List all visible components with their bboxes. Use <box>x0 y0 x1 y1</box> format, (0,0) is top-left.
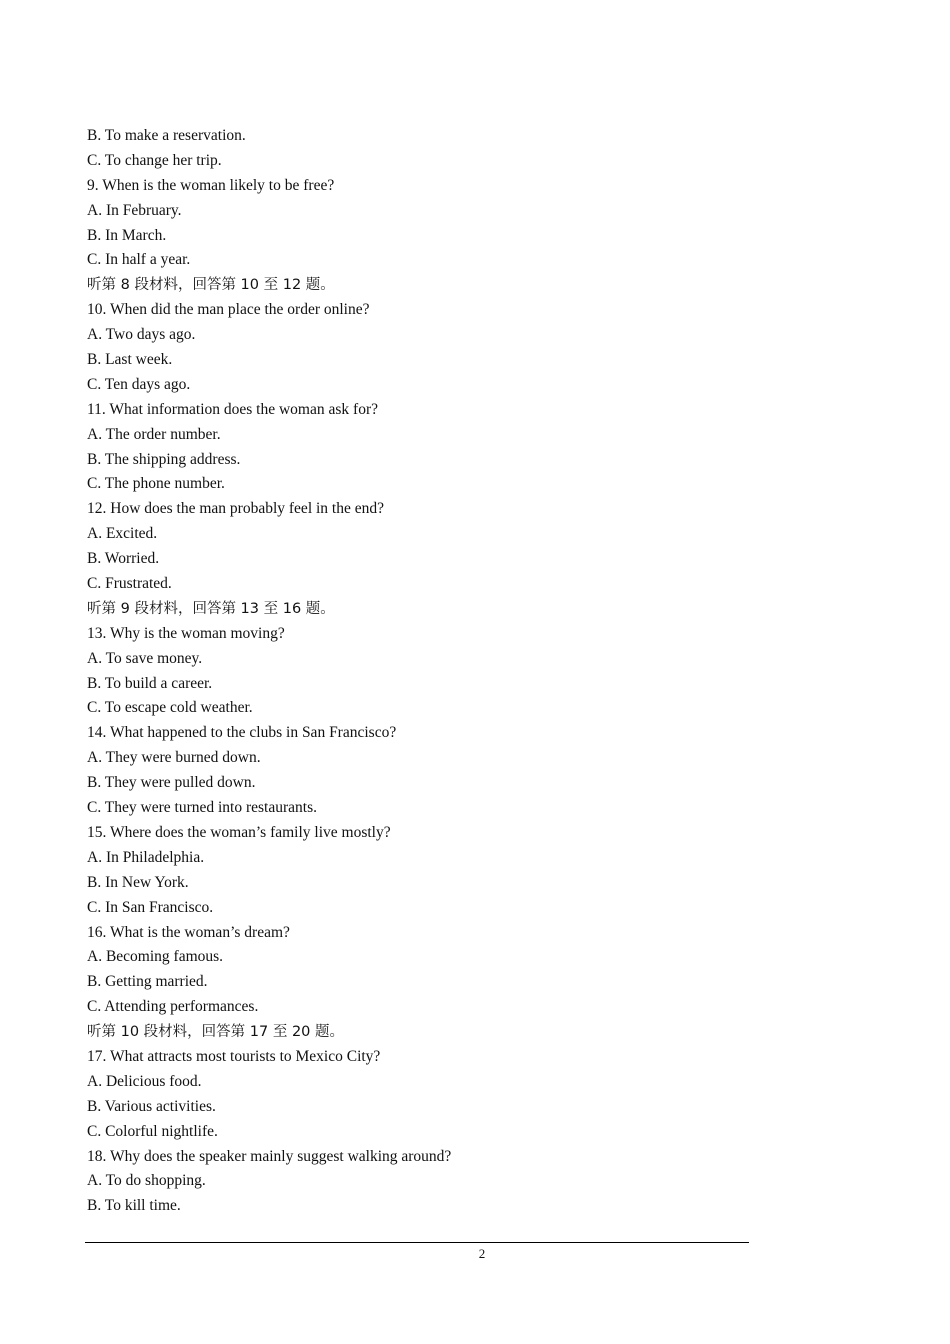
answer-option: C. In half a year. <box>87 251 191 269</box>
question-text: 14. What happened to the clubs in San Francisco? <box>87 724 397 742</box>
answer-option: A. Delicious food. <box>87 1072 202 1090</box>
answer-option: A. In February. <box>87 201 182 219</box>
answer-option: C. Attending performances. <box>87 998 259 1016</box>
question-text: 18. Why does the speaker mainly suggest walking around? <box>87 1147 452 1165</box>
answer-option: A. They were burned down. <box>87 749 261 767</box>
answer-option: C. They were turned into restaurants. <box>87 799 317 817</box>
answer-option: B. Last week. <box>87 351 173 369</box>
question-text: 13. Why is the woman moving? <box>87 624 285 642</box>
section-instruction: 听第 8 段材料，回答第 10 至 12 题。 <box>87 277 335 294</box>
answer-option: A. The order number. <box>87 425 221 443</box>
answer-option: C. In San Francisco. <box>87 898 214 916</box>
answer-option: C. Ten days ago. <box>87 375 191 393</box>
answer-option: B. To build a career. <box>87 674 213 692</box>
answer-option: B. In New York. <box>87 873 189 891</box>
question-text: 9. When is the woman likely to be free? <box>87 176 335 194</box>
question-text: 12. How does the man probably feel in the end? <box>87 500 384 518</box>
answer-option: C. To change her trip. <box>87 151 222 169</box>
answer-option: B. Various activities. <box>87 1097 216 1115</box>
answer-option: B. To kill time. <box>87 1197 181 1215</box>
answer-option: C. Colorful nightlife. <box>87 1122 218 1140</box>
question-text: 16. What is the woman’s dream? <box>87 923 290 941</box>
answer-option: B. Getting married. <box>87 973 208 991</box>
answer-option: A. Excited. <box>87 525 158 543</box>
footer-rule <box>85 1242 749 1243</box>
question-text: 15. Where does the woman’s family live mostly? <box>87 823 391 841</box>
question-text: 17. What attracts most tourists to Mexico City? <box>87 1047 381 1065</box>
section-instruction: 听第 9 段材料，回答第 13 至 16 题。 <box>87 600 335 617</box>
answer-option: B. They were pulled down. <box>87 774 256 792</box>
page-content <box>87 124 767 1219</box>
page-number: 2 <box>478 1246 486 1261</box>
question-text: 11. What information does the woman ask for? <box>87 400 378 418</box>
answer-option: A. Becoming famous. <box>87 948 224 966</box>
answer-option: B. The shipping address. <box>87 450 241 468</box>
answer-option: C. The phone number. <box>87 475 225 493</box>
section-instruction: 听第 10 段材料，回答第 17 至 20 题。 <box>87 1024 345 1041</box>
answer-option: A. Two days ago. <box>87 326 196 344</box>
answer-option: A. To do shopping. <box>87 1172 206 1190</box>
answer-option: A. In Philadelphia. <box>87 848 205 866</box>
answer-option: A. To save money. <box>87 649 203 667</box>
answer-option: B. Worried. <box>87 550 160 568</box>
answer-option: C. To escape cold weather. <box>87 699 253 717</box>
answer-option: C. Frustrated. <box>87 575 172 593</box>
answer-option: B. In March. <box>87 226 167 244</box>
answer-option: B. To make a reservation. <box>87 127 246 144</box>
question-text: 10. When did the man place the order online? <box>87 301 370 319</box>
